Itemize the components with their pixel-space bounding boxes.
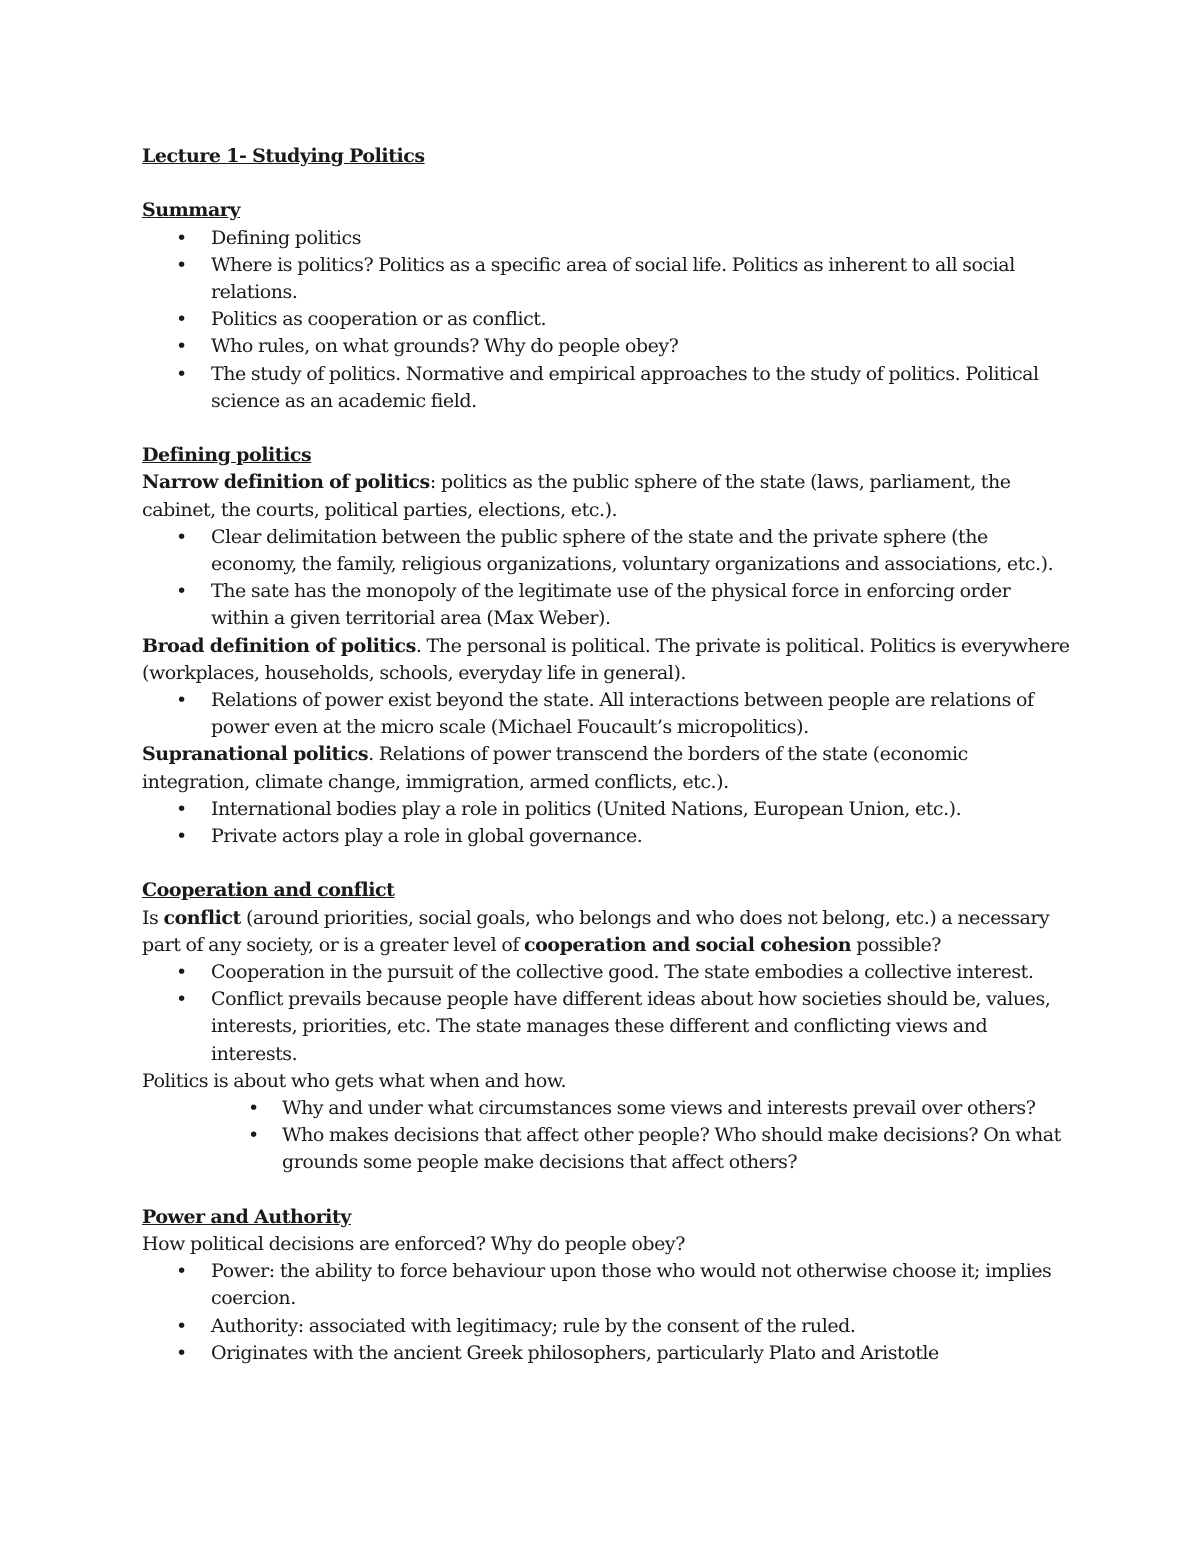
bullet-icon: • bbox=[248, 1124, 259, 1147]
list-item: • International bodies play a role in politics (United Nations, European Union, etc.). bbox=[142, 796, 1072, 823]
list-item: • Conflict prevails because people have different ideas about how societies should be, values, interests, priorities, etc. The state manages these different and conflicting views and interests. bbox=[176, 988, 1051, 1065]
narrow-definition-label: Narrow definition of politics bbox=[142, 471, 430, 494]
list-item: • The study of politics. Normative and empirical approaches to the study of politics. Political science as an academic field. bbox=[176, 362, 1039, 412]
bullet-icon: • bbox=[176, 1341, 187, 1364]
broad-definition-list bbox=[142, 687, 1072, 741]
bullet-icon: • bbox=[176, 825, 187, 848]
bullet-icon: • bbox=[248, 1097, 259, 1120]
broad-definition-paragraph: Broad definition of politics. The personal is political. The private is political. Politics is everywhere (workplaces, households, schools, everyday life in general). bbox=[142, 634, 1070, 684]
cooperation-list bbox=[142, 959, 1072, 1068]
narrow-definition-list bbox=[142, 524, 1072, 633]
bullet-icon: • bbox=[176, 362, 187, 385]
supranational-label: Supranational politics bbox=[142, 743, 369, 766]
cooperation-intro-paragraph: Is conflict (around priorities, social goals, who belongs and who does not belong, etc.) a necessary part of any society, or is a greater level of cooperation and social cohesion possible? bbox=[142, 906, 1050, 956]
list-item: • The sate has the monopoly of the legitimate use of the physical force in enforcing order within a given territorial area (Max Weber). bbox=[176, 580, 1011, 630]
document-title: Lecture 1- Studying Politics bbox=[142, 145, 425, 167]
power-intro-paragraph: How political decisions are enforced? Why do people obey? bbox=[142, 1233, 685, 1256]
list-item: • Politics as cooperation or as conflict. bbox=[142, 306, 1072, 333]
list-item: • Cooperation in the pursuit of the collective good. The state embodies a collective interest. bbox=[142, 959, 1072, 986]
defining-politics-heading: Defining politics bbox=[142, 444, 312, 467]
bullet-icon: • bbox=[176, 1260, 187, 1283]
list-item: • Authority: associated with legitimacy; rule by the consent of the ruled. bbox=[142, 1313, 1072, 1340]
who-gets-what-list bbox=[142, 1095, 1072, 1177]
list-item: • Originates with the ancient Greek philosophers, particularly Plato and Aristotle bbox=[142, 1340, 1072, 1367]
bullet-icon: • bbox=[176, 961, 187, 984]
bullet-icon: • bbox=[176, 308, 187, 331]
bullet-icon: • bbox=[176, 988, 187, 1011]
list-item: • Defining politics bbox=[142, 225, 1072, 252]
bullet-icon: • bbox=[176, 797, 187, 820]
bullet-icon: • bbox=[176, 580, 187, 603]
document-page bbox=[142, 143, 1072, 1367]
cooperation-heading: Cooperation and conflict bbox=[142, 879, 395, 902]
list-item: • Clear delimitation between the public sphere of the state and the private sphere (the economy, the family, religious organizations, voluntary organizations and associations, etc.). bbox=[176, 525, 1054, 576]
power-list bbox=[142, 1258, 1072, 1367]
narrow-definition-paragraph: Narrow definition of politics: politics as the public sphere of the state (laws, parliament, the cabinet, the courts, political parties, elections, etc.). bbox=[142, 471, 1011, 521]
bullet-icon: • bbox=[176, 253, 187, 276]
bullet-icon: • bbox=[176, 689, 187, 712]
list-item: • Who makes decisions that affect other people? Who should make decisions? On what grounds some people make decisions that affect others? bbox=[248, 1124, 1061, 1174]
list-item: • Relations of power exist beyond the state. All interactions between people are relations of power even at the micro scale (Michael Foucault’s micropolitics). bbox=[176, 689, 1034, 739]
supranational-list bbox=[142, 796, 1072, 850]
list-item: • Who rules, on what grounds? Why do people obey? bbox=[142, 333, 1072, 360]
bullet-icon: • bbox=[176, 335, 187, 358]
supranational-paragraph: Supranational politics. Relations of power transcend the borders of the state (economic integration, climate change, immigration, armed conflicts, etc.). bbox=[142, 743, 968, 793]
summary-list bbox=[142, 225, 1072, 415]
list-item: • Where is politics? Politics as a specific area of social life. Politics as inherent to all social relations. bbox=[176, 253, 1015, 303]
summary-heading: Summary bbox=[142, 199, 240, 222]
bullet-icon: • bbox=[176, 525, 187, 548]
bullet-icon: • bbox=[176, 226, 187, 249]
list-item: • Power: the ability to force behaviour upon those who would not otherwise choose it; implies coercion. bbox=[176, 1260, 1052, 1310]
list-item: • Why and under what circumstances some views and interests prevail over others? bbox=[142, 1095, 1072, 1122]
power-authority-heading: Power and Authority bbox=[142, 1205, 351, 1228]
bullet-icon: • bbox=[176, 1314, 187, 1337]
list-item: • Private actors play a role in global governance. bbox=[142, 823, 1072, 850]
broad-definition-label: Broad definition of politics bbox=[142, 634, 416, 657]
who-gets-what-paragraph: Politics is about who gets what when and how. bbox=[142, 1069, 567, 1092]
